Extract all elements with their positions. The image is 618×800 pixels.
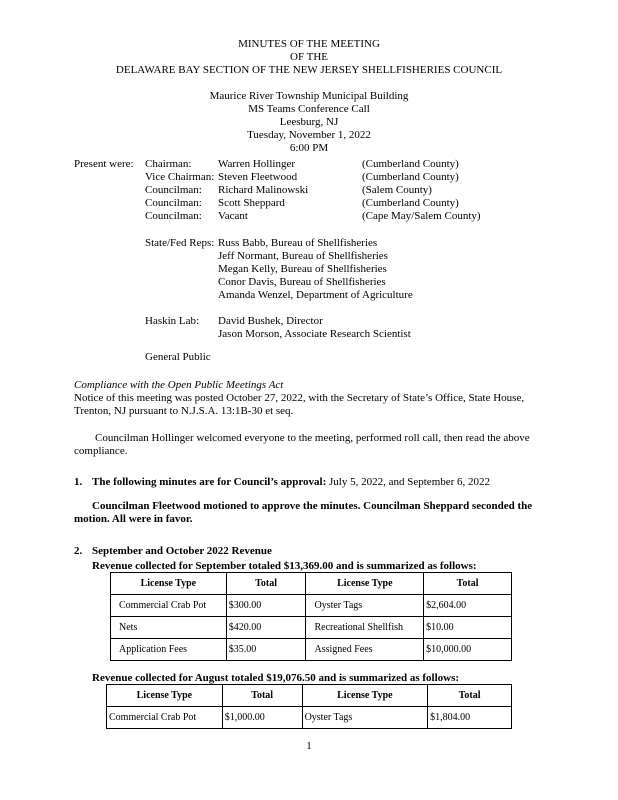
table-cell: $1,804.00	[428, 707, 512, 729]
member-name: Scott Sheppard	[218, 197, 285, 209]
table-cell: Assigned Fees	[306, 639, 424, 661]
table-row	[111, 617, 512, 639]
table-cell: $2,604.00	[424, 595, 512, 617]
haskin-member: Jason Morson, Associate Research Scientist	[218, 328, 411, 340]
state-rep: Megan Kelly, Bureau of Shellfisheries	[218, 263, 387, 275]
item-1-dates: July 5, 2022, and September 6, 2022	[326, 476, 491, 488]
member-name: Warren Hollinger	[218, 158, 295, 170]
member-role: Councilman:	[145, 184, 202, 196]
motion-text-2: motion. All were in favor.	[74, 513, 193, 525]
member-name: Steven Fleetwood	[218, 171, 298, 183]
motion-text-1: Councilman Fleetwood motioned to approve the minutes. Councilman Sheppard seconded the	[92, 500, 533, 512]
column-header: Total	[222, 685, 302, 707]
welcome-text-1: Councilman Hollinger welcomed everyone to the meeting, performed roll call, then read the above	[95, 432, 530, 444]
haskin-member: David Bushek, Director	[218, 315, 323, 327]
column-header: License Type	[302, 685, 428, 707]
welcome-text-2: compliance.	[74, 445, 128, 457]
general-public: General Public	[145, 351, 211, 363]
item-2-title: September and October 2022 Revenue	[92, 545, 272, 557]
header-line-1: MINUTES OF THE MEETING	[238, 38, 380, 50]
table-row	[111, 595, 512, 617]
table-cell: Oyster Tags	[302, 707, 428, 729]
member-role: Councilman:	[145, 197, 202, 209]
haskin-label: Haskin Lab:	[145, 315, 200, 327]
member-county: (Cape May/Salem County)	[362, 210, 481, 222]
present-label: Present were:	[74, 158, 134, 170]
table-cell: $10,000.00	[424, 639, 512, 661]
table-cell: Oyster Tags	[306, 595, 424, 617]
table-header-row	[111, 573, 512, 595]
column-header: License Type	[306, 573, 424, 595]
table-cell: $35.00	[226, 639, 306, 661]
column-header: Total	[226, 573, 306, 595]
venue-place: Maurice River Township Municipal Building	[209, 90, 409, 102]
venue-city: Leesburg, NJ	[279, 116, 339, 128]
table-cell: $300.00	[226, 595, 306, 617]
column-header: License Type	[111, 573, 227, 595]
member-name: Vacant	[218, 210, 248, 222]
member-county: (Cumberland County)	[362, 171, 459, 183]
compliance-heading: Compliance with the Open Public Meetings Act	[74, 379, 284, 391]
member-role: Chairman:	[145, 158, 192, 170]
member-county: (Cumberland County)	[362, 197, 459, 209]
member-role: Councilman:	[145, 210, 202, 222]
aug-revenue-table	[106, 684, 512, 729]
sept-revenue-caption: Revenue collected for September totaled $13,369.00 and is summarized as follows:	[92, 560, 477, 572]
table-cell: $420.00	[226, 617, 306, 639]
state-rep: Conor Davis, Bureau of Shellfisheries	[218, 276, 386, 288]
aug-revenue-caption: Revenue collected for August totaled $19,076.50 and is summarized as follows:	[92, 672, 460, 684]
table-cell: Nets	[111, 617, 227, 639]
column-header: Total	[424, 573, 512, 595]
table-cell: Commercial Crab Pot	[107, 707, 223, 729]
item-1-number: 1.	[74, 476, 83, 488]
state-rep: Jeff Normant, Bureau of Shellfisheries	[218, 250, 388, 262]
sept-revenue-table	[110, 572, 512, 661]
table-cell: $1,000.00	[222, 707, 302, 729]
state-rep: Amanda Wenzel, Department of Agriculture	[218, 289, 413, 301]
table-header-row	[107, 685, 512, 707]
compliance-text-2: Trenton, NJ pursuant to N.J.S.A. 13:1B-30 et seq.	[74, 405, 294, 417]
header-line-3: DELAWARE BAY SECTION OF THE NEW JERSEY SHELLFISHERIES COUNCIL	[115, 64, 503, 76]
venue-call: MS Teams Conference Call	[248, 103, 370, 115]
table-row	[107, 707, 512, 729]
table-row	[111, 639, 512, 661]
table-cell: Application Fees	[111, 639, 227, 661]
member-role: Vice Chairman:	[145, 171, 215, 183]
table-cell: $10.00	[424, 617, 512, 639]
state-reps-label: State/Fed Reps:	[145, 237, 215, 249]
state-rep: Russ Babb, Bureau of Shellfisheries	[218, 237, 378, 249]
member-county: (Salem County)	[362, 184, 432, 196]
member-name: Richard Malinowski	[218, 184, 309, 196]
table-cell: Commercial Crab Pot	[111, 595, 227, 617]
venue-time: 6:00 PM	[289, 142, 329, 154]
header-line-2: OF THE	[290, 51, 328, 63]
page-number: 1	[306, 740, 312, 752]
member-county: (Cumberland County)	[362, 158, 459, 170]
venue-date: Tuesday, November 1, 2022	[247, 129, 371, 141]
column-header: License Type	[107, 685, 223, 707]
column-header: Total	[428, 685, 512, 707]
item-2-number: 2.	[74, 545, 83, 557]
item-1-text	[92, 476, 490, 489]
compliance-text-1: Notice of this meeting was posted October 27, 2022, with the Secretary of State’s Office, State House,	[74, 392, 525, 404]
item-1-bold: The following minutes are for Council’s approval:	[92, 476, 327, 488]
table-cell: Recreational Shellfish	[306, 617, 424, 639]
